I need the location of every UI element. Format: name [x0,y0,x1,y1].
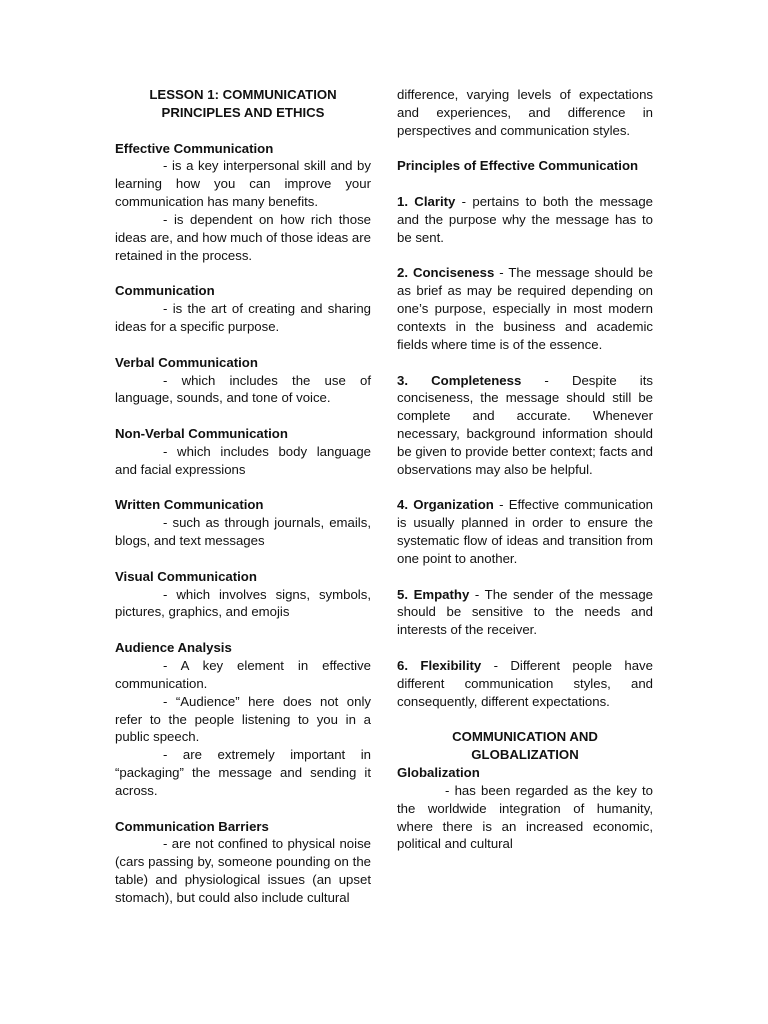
heading-nonverbal-communication: Non-Verbal Communication [115,426,288,442]
visual-communication-p1: - which involves signs, symbols, pictures, graphics, and emojis [115,586,371,620]
principle-flexibility [397,657,653,711]
effective-communication-p1: - is a key interpersonal skill and by learning how you can improve your communication has many benefits. [115,158,371,210]
audience-analysis-p2: - “Audience” here does not only refer to the people listening to you in a public speech. [115,693,371,745]
right-column [397,86,653,853]
nonverbal-communication-p1: - which includes body language and facial expressions [115,443,371,477]
barriers-continuation: difference, varying levels of expectations and experiences, and difference in perspectives and communication styles. [397,87,653,138]
principle-term: 3. Completeness [397,372,522,388]
globalization-p1: - has been regarded as the key to the worldwide integration of humanity, where there is an increased economic, political and cultural [397,782,653,852]
heading-effective-communication: Effective Communication [115,140,274,156]
principle-conciseness [397,264,653,353]
communication-barriers-p1: - are not confined to physical noise (cars passing by, someone pounding on the table) and physiological issues (an upset stomach), but could also include cultural [115,836,371,905]
principle-term: 2. Conciseness [397,265,495,281]
communication-p1: - is the art of creating and sharing ideas for a specific purpose. [115,301,371,334]
principle-text: - pertains to both the message and the purpose why the message has to be sent. [397,194,653,245]
heading-principles: Principles of Effective Communication [397,158,639,174]
heading-communication: Communication [115,283,215,299]
principle-empathy [397,586,653,640]
verbal-communication-p1: - which includes the use of language, sounds, and tone of voice. [115,372,371,406]
principle-text: - Effective communication is usually planned in order to ensure the systematic flow of ideas and transition from one point to another. [397,497,653,566]
written-communication-p1: - such as through journals, emails, blogs, and text messages [115,515,371,549]
principle-text: - Different people have different communication styles, and consequently, different expectations. [397,658,653,709]
principle-text: - The message should be as brief as may be required depending on one’s purpose, especially in most modern contexts in the business and academic fields where time is of the essence. [397,265,653,352]
left-column [115,86,371,907]
lesson-title-line2: PRINCIPLES AND ETHICS [161,104,325,120]
principle-text: - Despite its conciseness, the message should still be complete and accurate. Whenever necessary, background information should be given to provide better context; facts and observations may also be helpful. [397,372,653,477]
principle-term: 5. Empathy [397,586,470,602]
audience-analysis-p3: - are extremely important in “packaging” the message and sending it across. [115,747,371,798]
heading-communication-barriers: Communication Barriers [115,818,269,834]
section-title-line1: COMMUNICATION AND [452,729,598,745]
principle-text: - The sender of the message should be sensitive to the needs and interests of the receiver. [397,586,654,638]
principle-completeness [397,372,653,479]
effective-communication-p2: - is dependent on how rich those ideas are, and how much of those ideas are retained in the process. [115,211,371,263]
heading-written-communication: Written Communication [115,497,264,513]
heading-audience-analysis: Audience Analysis [115,640,232,656]
principle-organization [397,496,653,567]
principle-clarity [397,193,653,247]
heading-globalization: Globalization [397,765,480,781]
lesson-title-line1: LESSON 1: COMMUNICATION [149,87,337,102]
section-title-line2: GLOBALIZATION [471,747,579,763]
heading-visual-communication: Visual Communication [115,568,257,584]
heading-verbal-communication: Verbal Communication [115,354,258,370]
principle-term: 1. Clarity [397,194,456,210]
principle-term: 6. Flexibility [397,658,482,673]
principle-term: 4. Organization [397,497,494,513]
audience-analysis-p1: - A key element in effective communication. [115,658,371,691]
